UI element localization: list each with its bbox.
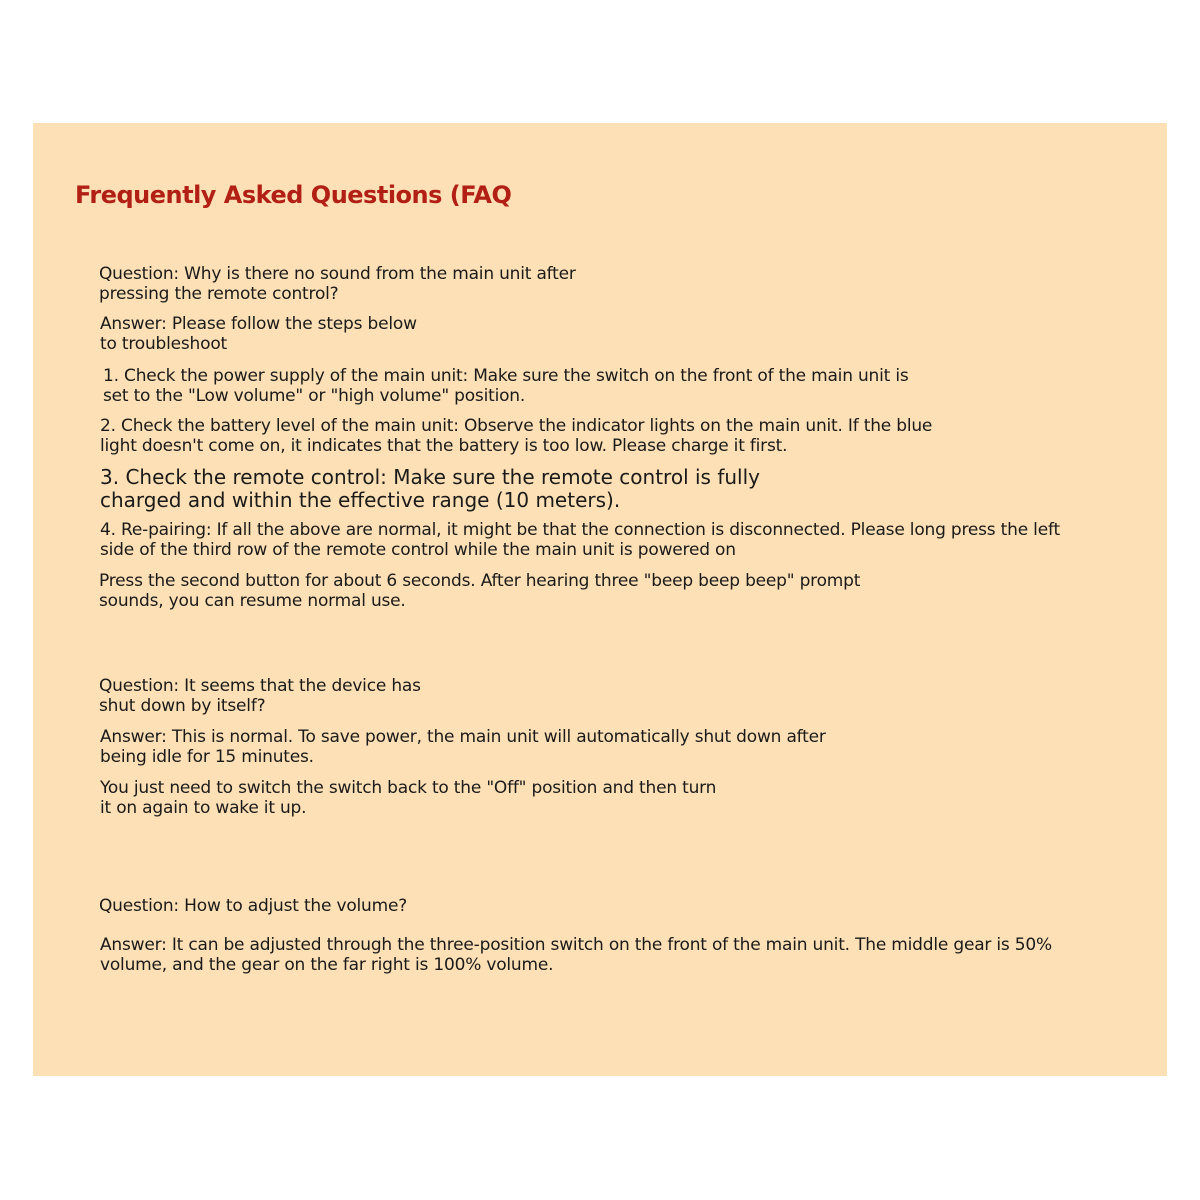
q2-question-line-2: shut down by itself? (99, 696, 266, 716)
q1-note-line-1: Press the second button for about 6 seconds. After hearing three "beep beep beep" prompt (99, 571, 861, 591)
q2-question-line-1: Question: It seems that the device has (99, 676, 421, 696)
q2-note-line-1: You just need to switch the switch back to the "Off" position and then turn (100, 778, 717, 798)
q1-step2-line-2: light doesn't come on, it indicates that the battery is too low. Please charge it first. (100, 436, 788, 456)
q3-question: Question: How to adjust the volume? (99, 896, 408, 916)
q1-step3-line-1: 3. Check the remote control: Make sure the remote control is fully (100, 465, 760, 489)
q1-step4-line-2: side of the third row of the remote control while the main unit is powered on (100, 540, 736, 560)
q1-step2-line-1: 2. Check the battery level of the main unit: Observe the indicator lights on the main unit. If the blue (100, 416, 933, 436)
q1-step3-line-2: charged and within the effective range (10 meters). (100, 488, 621, 512)
q3-answer-line-2: volume, and the gear on the far right is 100% volume. (100, 955, 554, 975)
q3-answer-line-1: Answer: It can be adjusted through the three-position switch on the front of the main unit. The middle gear is 50% (100, 935, 1052, 955)
q1-answer-line-2: to troubleshoot (100, 334, 227, 354)
q1-step1-line-2: set to the "Low volume" or "high volume" position. (103, 386, 526, 406)
q1-note-line-2: sounds, you can resume normal use. (99, 591, 406, 611)
q2-note-line-2: it on again to wake it up. (100, 798, 307, 818)
q2-answer-line-2: being idle for 15 minutes. (100, 747, 314, 767)
faq-title: Frequently Asked Questions (FAQ (75, 181, 512, 209)
q1-step1-line-1: 1. Check the power supply of the main unit: Make sure the switch on the front of the main unit is (103, 366, 909, 386)
q2-answer-line-1: Answer: This is normal. To save power, the main unit will automatically shut down after (100, 727, 826, 747)
q1-question-line-1: Question: Why is there no sound from the main unit after (99, 264, 576, 284)
q1-question-line-2: pressing the remote control? (99, 284, 339, 304)
q1-step4-line-1: 4. Re-pairing: If all the above are normal, it might be that the connection is disconnected. Please long press the left (100, 520, 1060, 540)
q1-answer-line-1: Answer: Please follow the steps below (100, 314, 417, 334)
faq-panel (33, 123, 1167, 1076)
